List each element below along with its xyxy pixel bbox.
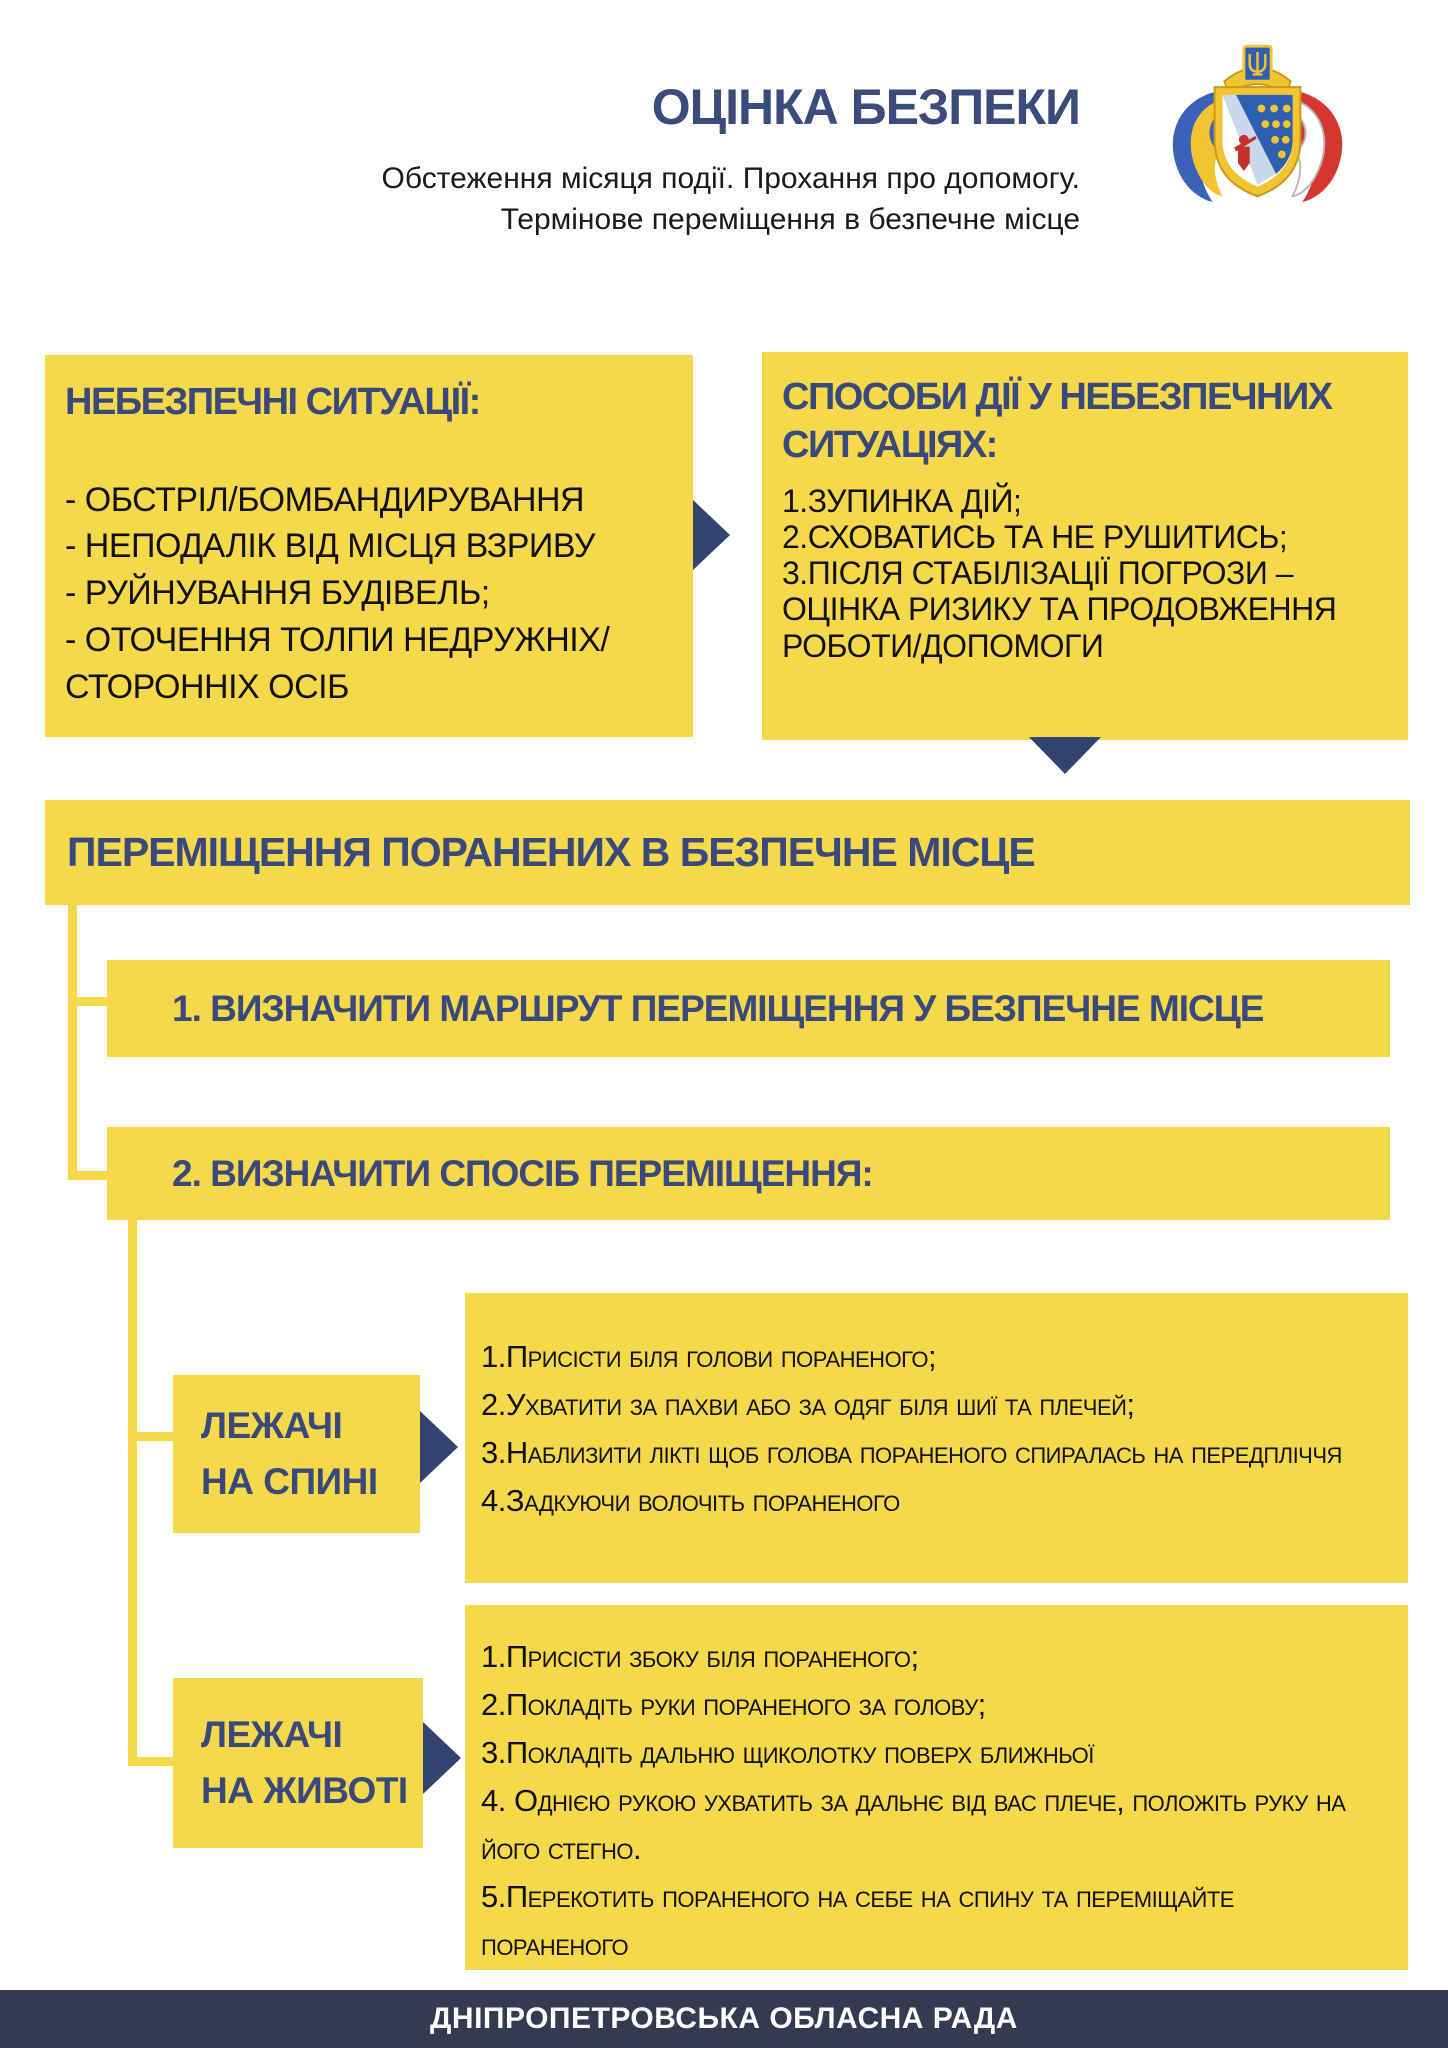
step2-label: 2. ВИЗНАЧИТИ СПОСІБ ПЕРЕМІЩЕННЯ: xyxy=(172,1152,873,1194)
lying-on-back-label-box xyxy=(173,1375,420,1533)
label-line: НА ЖИВОТІ xyxy=(201,1770,408,1811)
arrow-down-icon xyxy=(1029,737,1101,774)
move-wounded-label: ПЕРЕМІЩЕННЯ ПОРАНЕНИХ В БЕЗПЕЧНЕ МІСЦЕ xyxy=(67,829,1035,875)
step-item: 5.Перекотить пораненого на себе на спину та переміщайте пораненого xyxy=(481,1879,1234,1963)
step-item: 4.Задкуючи волочіть пораненого xyxy=(481,1483,900,1519)
list-item: 1.ЗУПИНКА ДІЙ; xyxy=(782,483,1022,519)
connector-line xyxy=(68,898,77,1180)
step1-label: 1. ВИЗНАЧИТИ МАРШРУТ ПЕРЕМІЩЕННЯ У БЕЗПЕЧНЕ МІСЦЕ xyxy=(172,987,1264,1029)
dangerous-situations-box xyxy=(45,355,693,737)
list-item: - ОБСТРІЛ/БОМБАНДИРУВАННЯ xyxy=(65,480,585,519)
step-item: 1.Присісти збоку біля пораненого; xyxy=(481,1639,919,1674)
actions-heading: СПОСОБИ ДІЇ У НЕБЕЗПЕЧНИХ СИТУАЦІЯХ: xyxy=(782,376,1332,466)
list-item: - ОТОЧЕННЯ ТОЛПИ НЕДРУЖНІХ/СТОРОННІХ ОСІБ xyxy=(65,621,610,707)
subtitle-line-1: Обстеження місяця події. Прохання про допомогу. xyxy=(381,162,1080,195)
step1-route-bar xyxy=(107,960,1390,1057)
step-item: 4. Однією рукою ухватить за дальнє від вас плече, положіть руку на його стегно. xyxy=(481,1783,1346,1867)
list-item: - НЕПОДАЛІК ВІД МІСЦЯ ВЗРИВУ xyxy=(65,527,596,566)
step-item: 2.Покладіть руки пораненого за голову; xyxy=(481,1687,986,1723)
footer-label: ДНІПРОПЕТРОВСЬКА ОБЛАСНА РАДА xyxy=(430,2002,1018,2035)
label-line: НА СПИНІ xyxy=(201,1461,378,1502)
dangerous-situations-list xyxy=(65,477,675,712)
list-item: 2.СХОВАТИСЬ ТА НЕ РУШИТИСЬ; xyxy=(782,519,1288,556)
page-subtitle xyxy=(180,158,1080,241)
step2-method-bar xyxy=(107,1127,1390,1220)
connector-line xyxy=(128,1432,174,1441)
footer-bar xyxy=(0,1990,1448,2048)
step-item: 1.Присісти біля голови пораненого; xyxy=(481,1339,937,1374)
step-item: 2.Ухватити за пахви або за одяг біля шиї та плечей; xyxy=(481,1387,1135,1423)
coat-of-arms-icon xyxy=(1160,42,1355,218)
arrow-right-icon xyxy=(420,1411,458,1483)
page-title: ОЦІНКА БЕЗПЕКИ xyxy=(651,79,1080,135)
label-line: ЛЕЖАЧІ xyxy=(201,1713,343,1755)
actions-in-danger-box xyxy=(762,352,1408,740)
lying-on-stomach-steps-box xyxy=(465,1605,1408,1970)
label-line: ЛЕЖАЧІ xyxy=(201,1404,343,1446)
move-wounded-bar xyxy=(45,800,1410,905)
actions-list xyxy=(782,483,1394,664)
connector-line xyxy=(128,1757,174,1766)
lying-on-stomach-label-box xyxy=(173,1678,423,1848)
subtitle-line-2: Термінове переміщення в безпечне місце xyxy=(500,203,1080,237)
step-item: 3.Покладіть дальню щиколотку поверх ближньої xyxy=(481,1735,1094,1771)
dangerous-situations-heading: НЕБЕЗПЕЧНІ СИТУАЦІЇ: xyxy=(65,381,480,423)
list-item: 3.ПІСЛЯ СТАБІЛІЗАЦІЇ ПОГРОЗИ – ОЦІНКА РИЗИКУ ТА ПРОДОВЖЕННЯ РОБОТИ/ДОПОМОГИ xyxy=(782,555,1337,664)
arrow-right-icon xyxy=(693,500,730,570)
connector-line xyxy=(68,997,108,1006)
header xyxy=(180,78,1080,241)
list-item: - РУЙНУВАННЯ БУДІВЕЛЬ; xyxy=(65,574,490,613)
arrow-right-icon xyxy=(423,1722,461,1794)
step-item: 3.Наблизити лікті щоб голова пораненого спиралась на передпліччя xyxy=(481,1435,1342,1471)
connector-line xyxy=(128,1220,137,1766)
shield-icon xyxy=(1215,87,1301,196)
lying-on-back-steps-box xyxy=(465,1293,1408,1583)
connector-line xyxy=(68,1171,108,1180)
